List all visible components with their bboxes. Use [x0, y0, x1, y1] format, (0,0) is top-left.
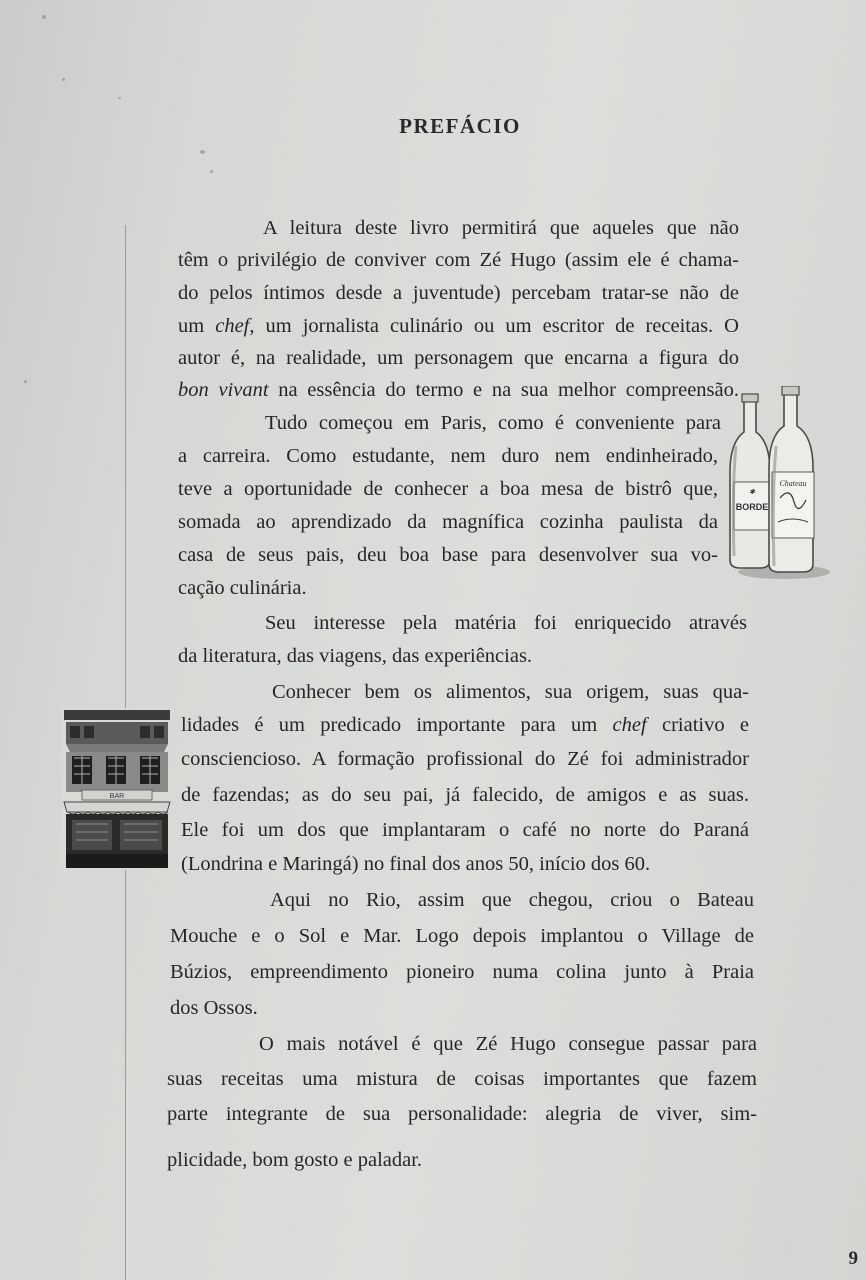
text-line: da literatura, das viagens, das experiências. — [178, 645, 533, 667]
text-line: A leitura deste livro permitirá que aqueles que não — [263, 217, 739, 239]
text-line: Tudo começou em Paris, como é conveniente para — [265, 412, 721, 434]
text-line: somada ao aprendizado da magnífica cozinha paulista da — [178, 511, 718, 533]
text-line: autor é, na realidade, um personagem que encarna a figura do — [178, 347, 739, 369]
paper-speck — [62, 78, 65, 81]
storefront-illustration — [62, 708, 172, 870]
text-line: Seu interesse pela matéria foi enriquecido através — [265, 612, 747, 634]
text-line: (Londrina e Maringá) no final dos anos 50, início dos 60. — [181, 853, 651, 875]
text-line: Conhecer bem os alimentos, sua origem, suas qua- — [272, 681, 749, 703]
svg-text:Chateau: Chateau — [779, 479, 807, 488]
text-line — [181, 715, 749, 736]
wine-bottles-illustration — [722, 386, 832, 586]
text-run: criativo e — [646, 714, 749, 736]
text-line: teve a oportunidade de conhecer a boa mesa de bistrô que, — [178, 478, 718, 500]
text-line: consciencioso. A formação profissional do Zé foi administrador — [181, 748, 749, 770]
page-title: PREFÁCIO — [399, 114, 521, 138]
text-line: cação culinária. — [178, 577, 307, 599]
text-line: de fazendas; as do seu pai, já falecido, de amigos e as suas. — [181, 784, 749, 806]
paper-speck — [200, 150, 205, 154]
svg-text:BORDE: BORDE — [735, 502, 769, 512]
text-line: O mais notável é que Zé Hugo consegue passar para — [259, 1033, 757, 1055]
paper-speck — [210, 170, 213, 173]
text-run: na essência do termo e na sua melhor compreensão. — [268, 379, 739, 401]
text-line: têm o privilégio de conviver com Zé Hugo (assim ele é chama- — [178, 249, 739, 271]
text-run: , um jornalista culinário ou um escritor de receitas. O — [249, 315, 739, 337]
paper-speck — [24, 380, 27, 383]
text-line: casa de seus pais, deu boa base para desenvolver sua vo- — [178, 544, 718, 566]
paper-speck — [42, 15, 46, 19]
text-line: Búzios, empreendimento pioneiro numa colina junto à Praia — [170, 961, 754, 983]
text-line — [178, 316, 739, 337]
text-run: um — [178, 315, 216, 337]
italic-term: bon vivant — [178, 379, 269, 401]
text-line: dos Ossos. — [170, 997, 258, 1019]
text-line: plicidade, bom gosto e paladar. — [167, 1149, 423, 1171]
text-line: Mouche e o Sol e Mar. Logo depois implantou o Village de — [170, 925, 754, 947]
paper-speck — [118, 97, 121, 99]
text-line: Ele foi um dos que implantaram o café no norte do Paraná — [181, 819, 749, 841]
text-run: lidades é um predicado importante para um — [181, 714, 613, 736]
italic-term: chef — [612, 714, 647, 736]
text-line — [178, 380, 739, 401]
text-line: suas receitas uma mistura de coisas importantes que fazem — [167, 1068, 757, 1090]
text-line: a carreira. Como estudante, nem duro nem endinheirado, — [178, 445, 718, 467]
text-line: parte integrante de sua personalidade: alegria de viver, sim- — [167, 1103, 757, 1125]
svg-text:✱: ✱ — [749, 488, 755, 496]
page-number: 9 — [848, 1248, 858, 1269]
svg-text:BAR: BAR — [109, 793, 125, 800]
italic-term: chef — [215, 315, 250, 337]
text-line: do pelos íntimos desde a juventude) percebam tratar-se não de — [178, 282, 739, 304]
text-line: Aqui no Rio, assim que chegou, criou o Bateau — [270, 889, 754, 911]
